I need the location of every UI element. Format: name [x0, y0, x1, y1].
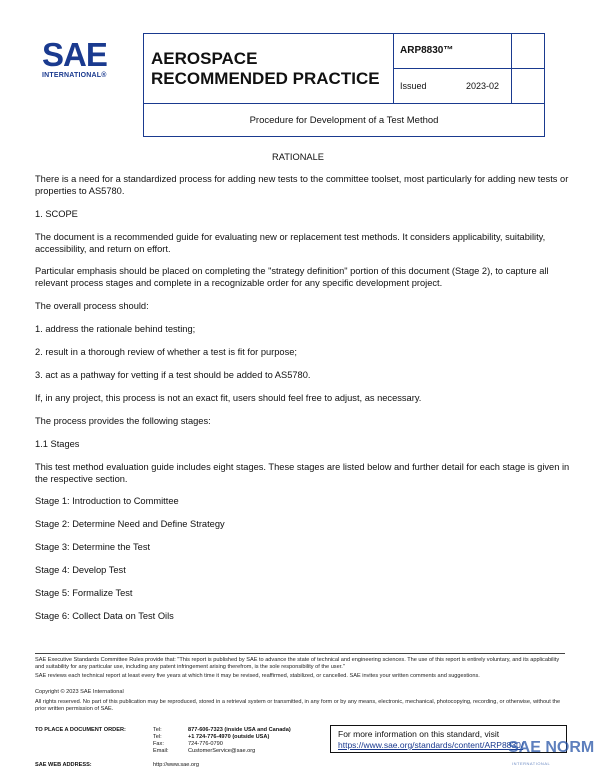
issued-cell [394, 69, 512, 104]
stage-item: Stage 4: Develop Test [35, 565, 126, 575]
scope-paragraph: The process provides the following stages: [35, 416, 211, 426]
tel-label: Tel: [153, 727, 162, 733]
document-subtitle: Procedure for Development of a Test Method [249, 115, 439, 126]
fax-label: Fax: [153, 741, 164, 747]
stage-item: Stage 6: Collect Data on Test Oils [35, 611, 174, 621]
logo-subtext: INTERNATIONAL® [42, 72, 107, 79]
stage-item: Stage 1: Introduction to Committee [35, 496, 179, 506]
tel2-label: Tel: [153, 734, 162, 740]
web-link[interactable]: http://www.sae.org [153, 762, 200, 768]
header-blank-cell [512, 34, 544, 69]
stages-intro: This test method evaluation guide includes eight stages. These stages are listed below and further detail for each stage is given in the respective section. [35, 462, 570, 484]
list-item: 3. act as a pathway for vetting if a test should be added to AS5780. [35, 370, 311, 380]
sae-logo [40, 36, 120, 86]
rationale-text: There is a need for a standardized process for adding new tests to the committee toolset, most particularly for adding new tests or properties to AS5780. [35, 174, 569, 196]
watermark [498, 735, 598, 776]
footer-review: SAE reviews each technical report at least every five years at which time it may be revised, reaffirmed, stabilized, or cancelled. SAE invites your written comments and suggestions. [35, 673, 480, 679]
tel2-value: +1 724-776-4970 (outside USA) [188, 734, 270, 740]
scope-heading: 1. SCOPE [35, 209, 78, 219]
email-label: Email: [153, 748, 169, 754]
web-label: SAE WEB ADDRESS: [35, 762, 92, 768]
order-label: TO PLACE A DOCUMENT ORDER: [35, 727, 126, 733]
rationale-heading: RATIONALE [272, 152, 325, 162]
issued-date: 2023-02 [466, 81, 500, 91]
scope-paragraph: The overall process should: [35, 301, 149, 311]
list-item: 2. result in a thorough review of whether a test is fit for purpose; [35, 347, 297, 357]
header-blank-cell [512, 69, 544, 104]
list-item: 1. address the rationale behind testing; [35, 324, 196, 334]
logo-text: SAE [42, 36, 107, 73]
scope-paragraph: Particular emphasis should be placed on completing the "strategy definition" portion of this document (Stage 2), to capture all relevant process stages and complete in a recognizable order for any specific development project. [35, 266, 549, 288]
email-value[interactable]: CustomerService@sae.org [188, 748, 256, 754]
document-type-title [144, 34, 394, 104]
scope-paragraph: The document is a recommended guide for evaluating new or replacement test methods. It considers applicability, suitability, accessibility, and return on effort. [35, 232, 546, 254]
issued-label: Issued [400, 81, 427, 91]
footer-rights: All rights reserved. No part of this publication may be reproduced, stored in a retrieval system or transmitted, in any form or by any means, electronic, mechanical, photocopying, recording, or otherwise, without the prior written permission of SAE. [35, 699, 561, 712]
footer-copyright: Copyright © 2023 SAE International [35, 689, 124, 695]
tel-value: 877-606-7323 (inside USA and Canada) [188, 727, 291, 733]
info-text: For more information on this standard, visit [338, 729, 500, 739]
standard-url-link[interactable]: https://www.sae.org/standards/content/ARP8830/ [338, 740, 524, 750]
stages-heading: 1.1 Stages [35, 439, 80, 449]
title-line-2: RECOMMENDED PRACTICE [151, 69, 380, 88]
title-line-1: AEROSPACE [151, 49, 258, 68]
watermark-text: SAE NORM [508, 739, 595, 756]
footer-divider [35, 653, 565, 654]
stage-item: Stage 3: Determine the Test [35, 542, 151, 552]
document-header [143, 33, 545, 137]
stage-item: Stage 2: Determine Need and Define Strategy [35, 519, 225, 529]
stage-item: Stage 5: Formalize Test [35, 588, 133, 598]
scope-paragraph: If, in any project, this process is not an exact fit, users should feel free to adjust, as necessary. [35, 393, 422, 403]
standard-number: ARP8830™ [394, 34, 512, 69]
footer-rules: SAE Executive Standards Committee Rules provide that: "This report is published by SAE to advance the state of technical and engineering sciences. The use of this report is entirely voluntary, and its applicability and suitability for any particular use, including any patent infringement arising therefrom, is the sole responsibility of the user." [35, 657, 560, 670]
fax-value: 724-776-0790 [188, 741, 223, 747]
watermark-subtext: INTERNATIONAL [512, 761, 551, 766]
